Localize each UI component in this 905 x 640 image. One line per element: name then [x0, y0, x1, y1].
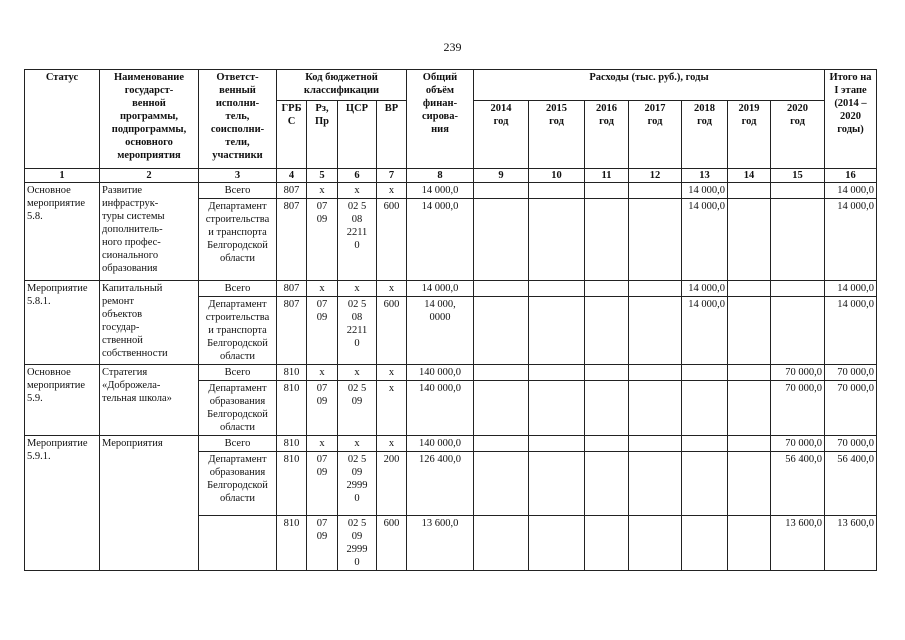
stage-total-cell: 70 000,0 [825, 436, 877, 452]
column-number: 1 [25, 169, 100, 183]
stage-total-cell: 70 000,0 [825, 381, 877, 436]
header-total: Общий объём финан- сирова- ния [407, 70, 474, 169]
header-budget-code: Код бюджетной классификации [277, 70, 407, 101]
year-value-cell [629, 381, 682, 436]
grbs-cell: 810 [277, 436, 307, 452]
year-value-cell [629, 516, 682, 571]
csr-cell: x [338, 365, 377, 381]
year-value-cell [629, 199, 682, 281]
header-rzpr: Рз, Пр [307, 101, 338, 169]
vr-cell: 600 [377, 516, 407, 571]
year-value-cell [529, 365, 585, 381]
vr-cell: 600 [377, 297, 407, 365]
year-value-cell [529, 281, 585, 297]
header-csr: ЦСР [338, 101, 377, 169]
year-value-cell [529, 297, 585, 365]
total-cell: 14 000,0 [407, 199, 474, 281]
column-number: 13 [682, 169, 728, 183]
year-value-cell [529, 381, 585, 436]
name-cell: Развитие инфраструк- туры системы дополнитель- ного профес- сионального образования [100, 183, 199, 281]
rzpr-cell: 07 09 [307, 381, 338, 436]
table-row [25, 436, 877, 452]
year-value-cell [474, 452, 529, 516]
header-stage-total: Итого на I этапе (2014 – 2020 годы) [825, 70, 877, 169]
year-value-cell: 56 400,0 [771, 452, 825, 516]
grbs-cell: 807 [277, 183, 307, 199]
year-value-cell [728, 281, 771, 297]
year-value-cell: 70 000,0 [771, 436, 825, 452]
stage-total-cell: 13 600,0 [825, 516, 877, 571]
year-value-cell [771, 297, 825, 365]
year-value-cell [585, 199, 629, 281]
year-value-cell [474, 297, 529, 365]
rzpr-cell: x [307, 281, 338, 297]
responsible-cell: Департамент строительства и транспорта Белгородской области [199, 199, 277, 281]
responsible-cell: Департамент образования Белгородской области [199, 452, 277, 516]
header-vr: ВР [377, 101, 407, 169]
vr-cell: x [377, 183, 407, 199]
year-value-cell [474, 199, 529, 281]
vr-cell: 200 [377, 452, 407, 516]
year-value-cell [585, 297, 629, 365]
year-value-cell [728, 365, 771, 381]
total-cell: 14 000, 0000 [407, 297, 474, 365]
status-cell: Мероприятие 5.9.1. [25, 436, 100, 571]
csr-cell: 02 5 08 2211 0 [338, 297, 377, 365]
column-number: 4 [277, 169, 307, 183]
responsible-cell: Всего [199, 365, 277, 381]
year-value-cell [629, 183, 682, 199]
column-number: 16 [825, 169, 877, 183]
year-value-cell [728, 381, 771, 436]
year-value-cell [585, 436, 629, 452]
year-value-cell [474, 436, 529, 452]
rzpr-cell: x [307, 365, 338, 381]
header-responsible: Ответст- венный исполни- тель, соисполни- тели, участники [199, 70, 277, 169]
name-cell: Капитальный ремонт объектов государ- ственной собственности [100, 281, 199, 365]
responsible-cell: Департамент образования Белгородской области [199, 381, 277, 436]
header-year: 2017 год [629, 101, 682, 169]
year-value-cell [728, 452, 771, 516]
year-value-cell [529, 452, 585, 516]
status-cell: Основное мероприятие 5.9. [25, 365, 100, 436]
responsible-cell: Всего [199, 183, 277, 199]
table-row [25, 365, 877, 381]
total-cell: 140 000,0 [407, 436, 474, 452]
column-number: 6 [338, 169, 377, 183]
grbs-cell: 810 [277, 452, 307, 516]
header-year: 2018 год [682, 101, 728, 169]
stage-total-cell: 14 000,0 [825, 297, 877, 365]
total-cell: 14 000,0 [407, 183, 474, 199]
column-number: 8 [407, 169, 474, 183]
year-value-cell [474, 281, 529, 297]
table-row [25, 281, 877, 297]
csr-cell: x [338, 281, 377, 297]
rzpr-cell: 07 09 [307, 452, 338, 516]
vr-cell: 600 [377, 199, 407, 281]
year-value-cell [629, 365, 682, 381]
year-value-cell [728, 516, 771, 571]
name-cell: Стратегия «Доброжела- тельная школа» [100, 365, 199, 436]
rzpr-cell: x [307, 183, 338, 199]
column-number: 9 [474, 169, 529, 183]
budget-table [24, 69, 877, 571]
column-numbers-row [25, 169, 877, 183]
header-year: 2020 год [771, 101, 825, 169]
vr-cell: x [377, 281, 407, 297]
column-number: 11 [585, 169, 629, 183]
year-value-cell [474, 183, 529, 199]
year-value-cell: 14 000,0 [682, 281, 728, 297]
year-value-cell [682, 381, 728, 436]
responsible-cell [199, 516, 277, 571]
stage-total-cell: 70 000,0 [825, 365, 877, 381]
total-cell: 14 000,0 [407, 281, 474, 297]
year-value-cell: 14 000,0 [682, 199, 728, 281]
column-number: 15 [771, 169, 825, 183]
name-cell: Мероприятия [100, 436, 199, 571]
year-value-cell [629, 452, 682, 516]
grbs-cell: 810 [277, 365, 307, 381]
year-value-cell [474, 516, 529, 571]
year-value-cell [771, 281, 825, 297]
column-number: 14 [728, 169, 771, 183]
total-cell: 126 400,0 [407, 452, 474, 516]
stage-total-cell: 14 000,0 [825, 281, 877, 297]
year-value-cell [585, 516, 629, 571]
rzpr-cell: 07 09 [307, 516, 338, 571]
column-number: 5 [307, 169, 338, 183]
table-header [25, 70, 877, 183]
year-value-cell [728, 297, 771, 365]
vr-cell: x [377, 381, 407, 436]
year-value-cell [529, 436, 585, 452]
grbs-cell: 807 [277, 281, 307, 297]
year-value-cell: 14 000,0 [682, 297, 728, 365]
header-year: 2014 год [474, 101, 529, 169]
year-value-cell [728, 183, 771, 199]
year-value-cell [682, 516, 728, 571]
year-value-cell [629, 281, 682, 297]
grbs-cell: 807 [277, 297, 307, 365]
rzpr-cell: x [307, 436, 338, 452]
responsible-cell: Всего [199, 281, 277, 297]
year-value-cell [529, 183, 585, 199]
column-number: 10 [529, 169, 585, 183]
grbs-cell: 807 [277, 199, 307, 281]
status-cell: Основное мероприятие 5.8. [25, 183, 100, 281]
grbs-cell: 810 [277, 516, 307, 571]
column-number: 3 [199, 169, 277, 183]
rzpr-cell: 07 09 [307, 199, 338, 281]
page-number: 239 [443, 40, 462, 54]
year-value-cell [682, 436, 728, 452]
vr-cell: x [377, 436, 407, 452]
year-value-cell [585, 183, 629, 199]
year-value-cell: 70 000,0 [771, 381, 825, 436]
year-value-cell [728, 436, 771, 452]
year-value-cell [529, 199, 585, 281]
column-number: 7 [377, 169, 407, 183]
csr-cell: 02 5 09 [338, 381, 377, 436]
year-value-cell [728, 199, 771, 281]
csr-cell: x [338, 436, 377, 452]
year-value-cell [585, 365, 629, 381]
year-value-cell [682, 365, 728, 381]
csr-cell: 02 5 09 2999 0 [338, 516, 377, 571]
year-value-cell [474, 365, 529, 381]
csr-cell: 02 5 09 2999 0 [338, 452, 377, 516]
responsible-cell: Департамент строительства и транспорта Белгородской области [199, 297, 277, 365]
stage-total-cell: 14 000,0 [825, 199, 877, 281]
column-number: 12 [629, 169, 682, 183]
rzpr-cell: 07 09 [307, 297, 338, 365]
total-cell: 140 000,0 [407, 365, 474, 381]
year-value-cell [529, 516, 585, 571]
header-status: Статус [25, 70, 100, 169]
year-value-cell: 14 000,0 [682, 183, 728, 199]
year-value-cell [629, 297, 682, 365]
header-expenses: Расходы (тыс. руб.), годы [474, 70, 825, 101]
total-cell: 13 600,0 [407, 516, 474, 571]
year-value-cell: 70 000,0 [771, 365, 825, 381]
header-year: 2016 год [585, 101, 629, 169]
column-number: 2 [100, 169, 199, 183]
grbs-cell: 810 [277, 381, 307, 436]
vr-cell: x [377, 365, 407, 381]
header-year: 2015 год [529, 101, 585, 169]
total-cell: 140 000,0 [407, 381, 474, 436]
header-year: 2019 год [728, 101, 771, 169]
year-value-cell [682, 452, 728, 516]
stage-total-cell: 56 400,0 [825, 452, 877, 516]
header-name: Наименование государст- венной программы, подпрограммы, основного мероприятия [100, 70, 199, 169]
table-body [25, 183, 877, 571]
year-value-cell [474, 381, 529, 436]
csr-cell: x [338, 183, 377, 199]
year-value-cell [771, 199, 825, 281]
csr-cell: 02 5 08 2211 0 [338, 199, 377, 281]
year-value-cell: 13 600,0 [771, 516, 825, 571]
status-cell: Мероприятие 5.8.1. [25, 281, 100, 365]
year-value-cell [629, 436, 682, 452]
year-value-cell [585, 452, 629, 516]
responsible-cell: Всего [199, 436, 277, 452]
header-grbs: ГРБ С [277, 101, 307, 169]
year-value-cell [585, 281, 629, 297]
year-value-cell [771, 183, 825, 199]
year-value-cell [585, 381, 629, 436]
table-row [25, 183, 877, 199]
stage-total-cell: 14 000,0 [825, 183, 877, 199]
